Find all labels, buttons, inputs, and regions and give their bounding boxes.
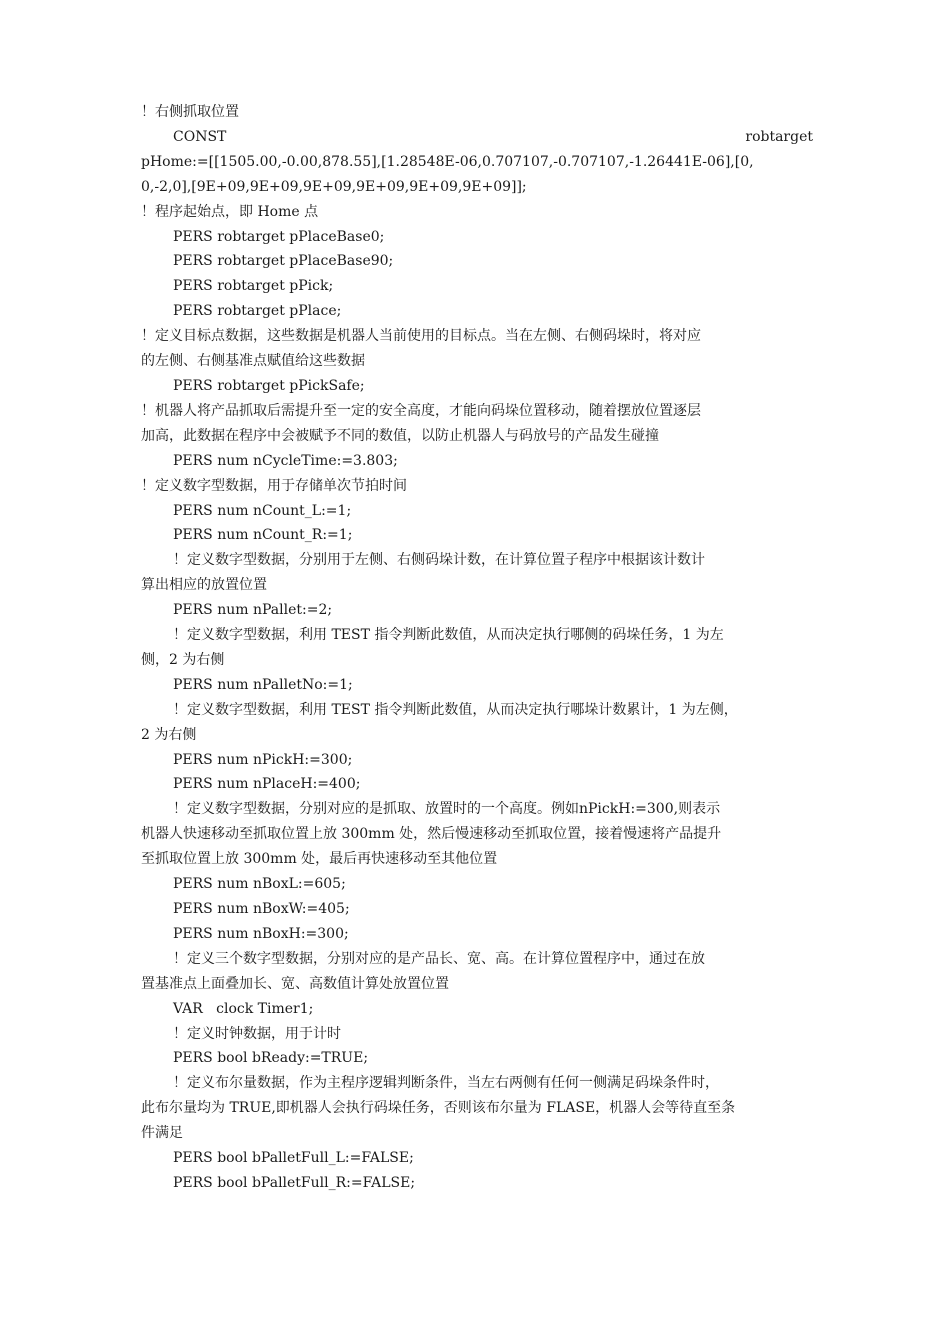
comment-line: ！定义三个数字型数据，分别对应的是产品长、宽、高。在计算位置程序中，通过在放 (173, 950, 705, 967)
code-line: PERS num nPalletNo:=1; (173, 676, 353, 693)
comment-line: 算出相应的放置位置 (141, 577, 267, 594)
comment-line: ！定义数字型数据，利用 TEST 指令判断此数值，从而决定执行哪垛计数累计，1 为左侧， (173, 701, 738, 718)
code-line: PERS num nCount_R:=1; (173, 527, 353, 544)
code-line: 0,-2,0],[9E+09,9E+09,9E+09,9E+09,9E+09,9E+09]]; (141, 178, 527, 195)
comment-line: ！定义布尔量数据，作为主程序逻辑判断条件，当左右两侧有任何一侧满足码垛条件时， (173, 1075, 719, 1092)
comment-line: ！机器人将产品抓取后需提升至一定的安全高度，才能向码垛位置移动，随着摆放位置逐层 (141, 402, 701, 419)
comment-line: ！程序起始点，即 Home 点 (141, 203, 319, 220)
comment-line: ！定义时钟数据，用于计时 (173, 1025, 341, 1042)
comment-line: 2 为右侧 (141, 726, 197, 743)
comment-line: 至抓取位置上放 300mm 处，最后再快速移动至其他位置 (141, 851, 498, 868)
code-keyword: CONST (173, 128, 227, 145)
comment-line: ！定义数字型数据，分别用于左侧、右侧码垛计数，在计算位置子程序中根据该计数计 (173, 552, 705, 569)
code-line: pHome:=[[1505.00,-0.00,878.55],[1.28548E-06,0.707107,-0.707107,-1.26441E-06],[0, (141, 153, 754, 170)
code-line: PERS robtarget pPick; (173, 278, 334, 295)
code-line: PERS bool bReady:=TRUE; (173, 1050, 369, 1067)
code-line: PERS num nPlaceH:=400; (173, 776, 361, 793)
code-line: VAR clock Timer1; (173, 1000, 314, 1017)
comment-line: ！右侧抓取位置 (141, 104, 239, 120)
code-line: PERS num nCycleTime:=3.803; (173, 452, 398, 469)
code-line: PERS bool bPalletFull_R:=FALSE; (173, 1174, 416, 1191)
code-line: PERS robtarget pPlaceBase0; (173, 228, 385, 245)
comment-line: ！定义目标点数据，这些数据是机器人当前使用的目标点。当在左侧、右侧码垛时，将对应 (141, 328, 701, 345)
document-body (141, 100, 813, 1196)
comment-line: 件满足 (141, 1125, 183, 1142)
code-type: robtarget (745, 128, 813, 145)
comment-line: 加高，此数据在程序中会被赋予不同的数值，以防止机器人与码放号的产品发生碰撞 (141, 427, 659, 444)
comment-line: ！定义数字型数据，分别对应的是抓取、放置时的一个高度。例如nPickH:=300,则表示 (173, 801, 721, 818)
comment-line: ！定义数字型数据，利用 TEST 指令判断此数值，从而决定执行哪侧的码垛任务，1 为左 (173, 627, 724, 644)
code-line: PERS num nBoxL:=605; (173, 876, 346, 893)
code-line: PERS num nPickH:=300; (173, 751, 353, 768)
code-line: PERS num nPallet:=2; (173, 602, 333, 619)
code-line: PERS num nCount_L:=1; (173, 502, 352, 519)
code-line: PERS bool bPalletFull_L:=FALSE; (173, 1150, 414, 1167)
comment-line: ！定义数字型数据，用于存储单次节拍时间 (141, 477, 407, 494)
code-line: PERS num nBoxW:=405; (173, 901, 350, 917)
code-line (141, 125, 813, 150)
code-line: PERS robtarget pPlaceBase90; (173, 253, 394, 270)
comment-line: 机器人快速移动至抓取位置上放 300mm 处，然后慢速移动至抓取位置，接着慢速将产品提升 (141, 826, 722, 843)
code-line: PERS robtarget pPickSafe; (173, 377, 365, 394)
comment-line: 此布尔量均为 TRUE,即机器人会执行码垛任务，否则该布尔量为 FLASE，机器人会等待直至条 (141, 1100, 736, 1117)
comment-line: 侧，2 为右侧 (141, 651, 225, 668)
code-line: PERS robtarget pPlace; (173, 303, 342, 320)
comment-line: 的左侧、右侧基准点赋值给这些数据 (141, 353, 365, 370)
code-line: PERS num nBoxH:=300; (173, 925, 349, 942)
comment-line: 置基准点上面叠加长、宽、高数值计算处放置位置 (141, 975, 449, 992)
